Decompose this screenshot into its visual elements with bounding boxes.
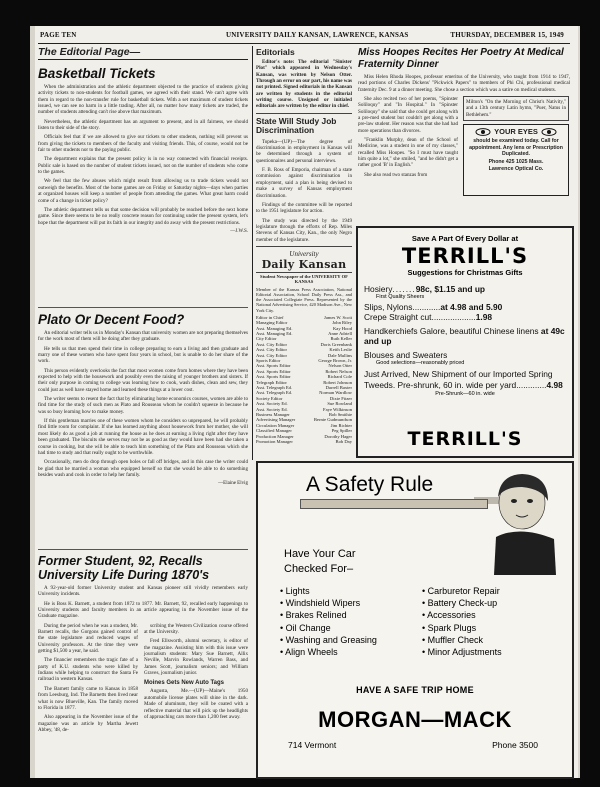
service-item: • Muffler Check — [422, 634, 484, 645]
former-student-article — [38, 549, 248, 776]
service-item: • Windshield Wipers — [280, 598, 361, 609]
article-columns — [38, 623, 248, 737]
staff-role: Asst. Sports Editor — [256, 374, 291, 380]
editorials-heading: Editorials — [256, 47, 295, 57]
paragraph: Augusta, Me.—(UP)—Maine's 1950 automobile license plates will shine in the dark. Made of aluminum, they will be coated with a reflective material that will pick up the headlights of approaching cars more than 1,200 feet away. — [144, 688, 248, 720]
staff-person: Ruth Keller — [330, 336, 352, 342]
service-item: • Carburetor Repair — [422, 586, 500, 596]
staff-person: Jim Richter — [330, 422, 352, 428]
eyes-ad-header — [466, 127, 566, 136]
hoopes-headline: Miss Hoopes Recites Her Poetry At Medical Fraternity Dinner — [358, 47, 564, 70]
gift-item: Blouses and Sweaters — [364, 350, 448, 360]
wooden-plank — [300, 499, 488, 509]
basketball-headline: Basketball Tickets — [38, 66, 156, 81]
paragraph: The department explains that the present policy is in no way connected with financial receipts. Public sale is based on the number of student tickets issued, not on the number of students who come to the games. — [38, 156, 248, 176]
hoopes-columns — [358, 96, 570, 226]
paragraph: This person evidently overlooks the fact that most women come from homes where they have been expected to help with the housework and possibly even the raising of younger brothers and sisters. If their only purpose in coming to college was learning how to cook, wash dishes, clean and sew, they could just as well have stayed home and learned these things at a lower cost. — [38, 367, 248, 393]
staff-role: Editor in Chief — [256, 314, 284, 320]
paragraph: Also appearing in the November issue of the magazine was an article by Martha Jewett Abbey, '48, de- — [38, 714, 138, 733]
paragraph: Officials feel that if we are allowed to give our tickets to other students, nothing will prevent us from giving the tickets to members of the faculty and visiting friends. This, of course, would not be fair to other students nor to the paying public. — [38, 134, 248, 154]
service-item: • Battery Check-up — [422, 598, 498, 609]
paragraph: Findings of the committee will be reported to the 1951 legislature for action. — [256, 201, 352, 215]
gift-item: Slips, Nylons............at 4.98 and 5.90 — [364, 302, 503, 312]
masthead-sub: Student Newspaper of the UNIVERSITY OF KANSAS — [260, 273, 348, 285]
paragraph: He is Boss K. Barnett, a student from 1872 to 1877. Mr. Barnett, 92, recalled early happenings to University students and faculty members in an article appearing in the November issue of the Graduate magazine. — [38, 600, 248, 620]
staff-role: Business Manager — [256, 412, 290, 418]
signature: —J.W.S. — [230, 228, 248, 234]
job-discrimination-article — [256, 117, 352, 243]
issue-date: THURSDAY, DECEMBER 15, 1949 — [450, 31, 564, 39]
former-student-headline: Former Student, 92, Recalls University Life During 1870's — [38, 554, 210, 582]
company-address: 714 Vermont — [288, 740, 337, 750]
safety-title: A Safety Rule — [306, 473, 434, 496]
staff-role: Telegraph Editor — [256, 379, 287, 385]
staff-role: Asst. Telegraph Ed. — [256, 385, 293, 391]
staff-role: Asst. City Editor — [256, 347, 288, 353]
staff-person: Dixie Fitzer — [329, 395, 352, 401]
paragraph: The Barnett family came to Kansas in 1858 from Leesburg, Ind. The Barnetts then lived near what is now Blueville, Kan. The family moved to Florida in 1877. — [38, 685, 138, 711]
paragraph: During the period when he was a student, Mr. Barnett recalls, the Gorgons gained control of the state legislature and reduced wages of University professors. At the time they were getting $1,500 a year, he said. — [38, 622, 138, 655]
gift-item: Crepe Straight cut...................1.98 — [364, 312, 493, 322]
plato-headline: Plato Or Decent Food? — [38, 312, 185, 327]
paragraph: She also recited two of her poems, "Spinster Soliloquy" and "In Hospital." In "Spinster Soliloquy" she said that she could get along with a pre-med student but couldn't get along with a pre-law student. Her reason was that she had had more operations than divorces. — [358, 96, 458, 134]
gift-item: Handkerchiefs Galore, beautiful Chinese linens at 49c and up — [364, 326, 565, 346]
staff-person: George Brown, Jr. — [318, 357, 352, 363]
eyes-ad-line: Lawrence Optical Co. — [488, 165, 544, 172]
paragraph: A 92-year-old former University student and Kansas pioneer still vividly remembers early University incidents. — [38, 585, 248, 598]
paragraph: Milton's "On the Morning of Christ's Nativity," and a 13th century Latin hymn, "Puer, Natus in Bethlehem." — [463, 96, 569, 121]
staff-person: Norman Wardlow — [319, 390, 352, 396]
staff-role: Circulation Manager — [256, 422, 295, 428]
paragraph: He tells us that men spend their time in college preparing to earn a living and then graduate and marry one of these women who have spent four years in school, but is unable to do her share of the work. — [38, 345, 248, 365]
masthead — [256, 250, 352, 445]
hoopes-right-column — [463, 96, 569, 226]
paragraph: Nevertheless, the athletic department has an argument to present, and in all fairness, we should listen to their side of the story. — [38, 118, 248, 132]
staff-role: Asst. Society Ed. — [256, 401, 288, 407]
paragraph: If this gentleman marries one of these women whom he considers so unprepared, he will probably find little room for complaint. If she has learned anything about housework from her mother, she will most likely do as good a job at running the house as he does at earning a living right after they have been graduated. The biscuits she serves may not be as good as they would have been had she taken a course in cooking, but she will be able to teach him something of the Plato and Rousseau which she had time to study and that really ought to be worthwhile. — [38, 418, 248, 456]
staff-role: Production Manager — [256, 433, 294, 439]
service-item: • Lights — [280, 586, 310, 596]
service-item: • Spark Plugs — [422, 622, 477, 633]
article-right-column — [144, 623, 248, 737]
staff-person: Darrell Baxter — [325, 385, 352, 391]
paragraph: The financier remembers the tragic fate of a party of K.U. students who were killed by Indians while helping to construct the Santa Fe railroad in western Kansas. — [38, 657, 138, 683]
paper-name: UNIVERSITY DAILY KANSAN, LAWRENCE, KANSAS — [226, 31, 409, 39]
paragraph: Occasionally, men do drop through open holes or fall off bridges, and in this case the writer could be glad that he married a woman who equipped herself so that she would be able to do something besides wash and cook in order to help her family. — [38, 459, 248, 478]
page-number: PAGE TEN — [40, 31, 77, 39]
hoopes-article — [358, 46, 570, 246]
staff-person: Faye Wilkinson — [323, 406, 352, 412]
editorial-column — [38, 46, 248, 776]
terrills-footer: TERRILL'S — [407, 428, 523, 450]
paragraph: "Franklin Murphy, dean of the School of Medicine, was a student in one of my classes," recalled Miss Hoopes. "So I must have taught him quite a lot," she smiled, "and he didn't get a rather good 'B' in English." — [358, 137, 458, 169]
staff-person: Doris Greenbank — [320, 341, 352, 347]
staff-person: John Riley — [332, 320, 352, 326]
staff-role: Society Editor — [256, 395, 283, 401]
terrills-top-line: Save A Part Of Every Dollar at — [411, 234, 519, 243]
safety-ad — [256, 461, 574, 779]
eyes-ad — [463, 124, 569, 196]
paragraph: Miss Helen Rhoda Hoopes, professor emeritus of the University, who taught from 1914 to 1947, read portions of Charles Dickens' "Pickwick Papers" to members of Phi Chi, professional medical fraternity Dec. 9 at a dinner meeting. She chose a section which was a satire on medical students. — [358, 74, 570, 93]
service-item: • Accessories — [422, 610, 476, 621]
staff-person: Keith Leslie — [329, 347, 352, 353]
staff-person: Dorothy Hager — [324, 433, 352, 439]
service-item: • Washing and Greasing — [280, 634, 377, 645]
shipment-note: Pre-Shrunk—60 in. wide — [435, 391, 495, 397]
editors-note-text: Editor's note: The editorial "Sinister Plot" which appeared in Wednesday's Kansan, was written by Nelson Otter. Through an error on our part, his name was not printed. Signed editorials in the Kansan are written by students in the editorial writing course. Unsigned or initialed editorials are written by the editor in chief. — [256, 59, 352, 110]
terrills-subtitle: Suggestions for Christmas Gifts — [407, 268, 523, 277]
page-header — [40, 31, 570, 43]
safety-tagline: HAVE A SAFE TRIP HOME — [356, 685, 474, 695]
gift-item: Hosiery.......98c, $1.15 and up — [364, 284, 486, 294]
staff-person: Robert Johnson — [323, 379, 352, 385]
staff-role: Asst. City Editor — [256, 352, 288, 358]
article-left-column — [38, 623, 138, 737]
staff-role: Classified Manager — [256, 428, 292, 434]
staff-role: Asst. Managing Ed. — [256, 330, 293, 336]
masthead-desc: Member of the Kansas Press Association, National Editorial Association, School Daily Press Ass., and the Associated Collegiate Press. Represented by the National Advertising Service, 420 Madison Ave., New York City. — [256, 286, 352, 313]
staff-person: Sue Rowland — [327, 401, 352, 407]
woman-with-sign-illustration — [470, 467, 560, 575]
staff-person: Richard Cole — [327, 374, 352, 380]
eyes-ad-line: should be examined today. Call for appointment. Any lens or Prescription Duplicated. — [469, 138, 563, 158]
paragraph: The writer seems to resent the fact that by eliminating home economics courses, women are able to find time for the study of such men as Plato and Rousseau whom he couldn't squeeze in because he was so busy learning how to make money. — [38, 396, 248, 415]
staff-person: Bob Day — [335, 439, 352, 445]
paragraph: scribing the Western Civilization course offered at the University. — [144, 622, 248, 636]
paragraph: Fred Ellsworth, alumni secretary, is editor of the magazine. Assisting him with this issue were journalism students: Mary Sue Barnett, Allix Neville, Marvin Rowlands, Warren Bass, and James Scott, journalism seniors; and William Graves, journalism junior. — [144, 638, 248, 677]
eyes-ad-title: YOUR EYES — [494, 127, 538, 137]
staff-person: Kay Hood — [332, 325, 352, 331]
middle-column — [256, 46, 352, 460]
eyes-ad-line: Phone 425 1025 Mass. — [488, 158, 544, 165]
staff-person: Peg Spiller — [331, 428, 352, 434]
staff-row — [256, 439, 352, 444]
paragraph: An editorial writer tells us in Monday's Kansan that university women are not preparing themselves for the work most of them will be doing after they graduate. — [38, 330, 248, 343]
staff-role: Asst. Sports Editor — [256, 368, 291, 374]
staff-role: Promotion Manager — [256, 439, 293, 445]
service-item: • Align Wheels — [280, 647, 338, 658]
staff-role: City Editor — [256, 336, 277, 342]
service-list-right — [422, 585, 502, 658]
auto-tags-headline: Moines Gets New Auto Tags — [144, 680, 225, 687]
paragraph: F. B. Ross of Emporia, chairman of a state commission against discrimination in employment, said a plan is being devised to make a survey of Kansas employment discrimination. — [256, 167, 352, 199]
eye-icon — [475, 128, 491, 136]
terrills-logo: TERRILL'S — [401, 244, 529, 268]
staff-role: Managing Editor — [256, 320, 288, 326]
masthead-name: Daily Kansan — [261, 257, 347, 271]
staff-person: Bernie Gudmundson — [313, 417, 352, 423]
staff-person: Robert Nelson — [325, 368, 352, 374]
editorials-note — [256, 47, 352, 110]
gift-note: First Quality Sheers — [376, 294, 425, 300]
safety-subtitle: Have Your Car Checked For– — [284, 548, 356, 575]
editorial-page-label: The Editorial Page— — [38, 46, 248, 60]
hoopes-left-column — [358, 96, 458, 226]
plato-editorial — [38, 307, 248, 549]
staff-list — [256, 315, 352, 445]
company-phone: Phone 3500 — [492, 740, 538, 750]
eye-icon — [541, 128, 557, 136]
service-item: • Brakes Relined — [280, 610, 347, 621]
job-discrimination-headline: State Will Study Job Discrimination — [256, 115, 337, 136]
paragraph: She also read two stanzas from — [364, 171, 428, 178]
paragraph: The athletic department tells us that some decision will probably be reached before the next home game. Since there seems to be no really concrete reason for continuing under the present system, let's hope that the department will put its faith in our integrity and do away with the present restrictions. — [38, 206, 248, 226]
paragraph: We feel that the few abuses which might result from allowing us to trade tickets would not outweigh the benefits. Most of the home games are on Friday or Saturday nights—days when parties at organized houses will keep a number of people from attending the games. What great harm could come of a change in ticket policy? — [38, 178, 248, 204]
service-list-left — [280, 585, 377, 658]
company-name: MORGAN—MACK — [318, 707, 512, 732]
staff-role: Asst. City Editor — [256, 341, 288, 347]
terrills-ad — [356, 226, 574, 458]
paragraph: Topeka—(UP)—The degree of discrimination in employment in Kansas will be determined through a system of questionnaires and personal interviews. — [256, 138, 352, 164]
gift-note: Good selections—reasonably priced — [376, 360, 465, 366]
paragraph: When the administration and the athletic department objected to the practice of students giving activity tickets to non-students for football games, we agreed with their stand. We can't agree with them in regard to the non-transfer rule for basketball tickets. With a set maximum of student tickets issued, we can see no harm in a little trading. After all, no matter how many tickets are traded, the number of students attending can't rise above that maximum. — [38, 84, 248, 116]
staff-person: Nelson Otter — [328, 363, 352, 369]
staff-role: Asst. Managing Ed. — [256, 325, 293, 331]
basketball-editorial — [38, 64, 248, 307]
new-shipment: Just Arrived, New Shipment of our Imported Spring Tweeds. Pre-shrunk, 60 in. wide per yard.............4.98 — [364, 369, 563, 390]
service-item: • Minor Adjustments — [422, 647, 502, 658]
staff-person: Bob Smithie — [328, 412, 352, 418]
staff-person: James W. Scott — [324, 314, 352, 320]
paragraph: The study was directed by the 1949 legislature through the efforts of Rep. Miles Stevens of Kansas City, Kan., the only Negro member of the legislature. — [256, 217, 352, 243]
staff-role: Sports Editor — [256, 357, 281, 363]
staff-role: Asst. Telegraph Ed. — [256, 390, 293, 396]
service-item: • Oil Change — [280, 622, 331, 633]
signature: —Elaine Elvig — [218, 481, 248, 487]
staff-role: Asst. Sports Editor — [256, 363, 291, 369]
staff-role: Advertising Manager — [256, 417, 296, 423]
masthead-top: University — [289, 249, 319, 258]
staff-person: Dale Mullins — [327, 352, 352, 358]
staff-role: Asst. Society Ed. — [256, 406, 288, 412]
staff-person: Anne Adriell — [328, 330, 352, 336]
